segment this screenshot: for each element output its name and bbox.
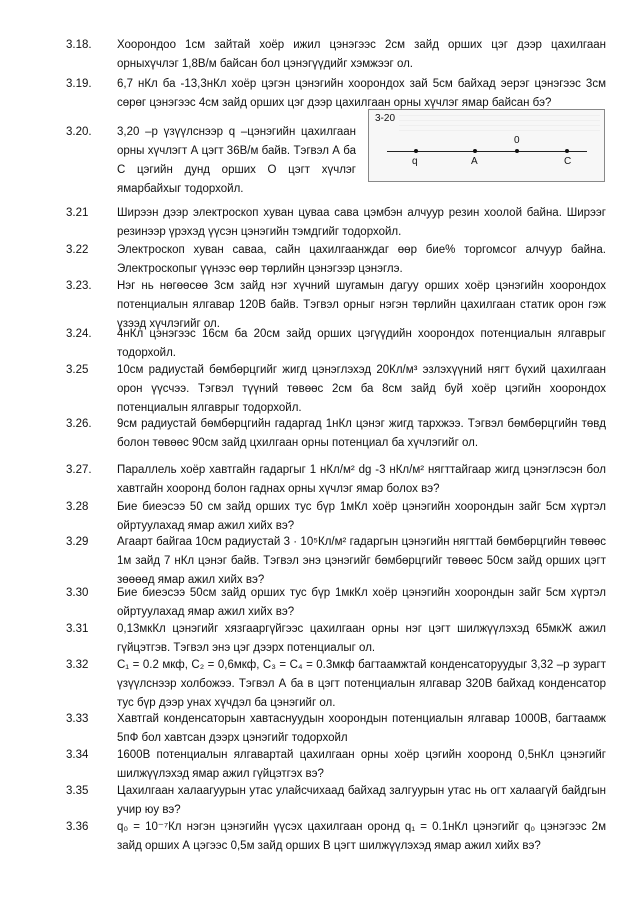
problem-number: 3.27. — [66, 464, 92, 476]
problem-text: q₀ = 10⁻⁷Кл нэгэн цэнэгийн үүсэх цахилгаан оронд q₁ = 0.1нКл цэнэгийг q₀ цэнэгээс 2м зайд орших А цэгээс 0,5м зайд орших В цэгт шилжүүлэхэд ямар ажил хийх вэ? — [117, 821, 606, 852]
problem-text: C₁ = 0.2 мкф, C₂ = 0,6мкф, C₃ = C₄ = 0.3мкф багтаамжтай конденсаторуудыг 3,32 –р зурагт үзүүлснээр холбожээ. Тэгвэл А ба в цэгт потенциалын ялгавар 320В байхад конденсатор тус бүр дээр унах хүчдэл ба цэнэгийг ол. — [117, 659, 606, 709]
point-o — [515, 149, 519, 153]
label-o: 0 — [514, 135, 520, 146]
problem-text: Бие биеэсээ 50см зайд орших тус бүр 1мкКл хоёр цэнэгийн хоорондын зайг 5см хүртэл ойртуулахад ямар ажил хийх вэ? — [117, 587, 606, 618]
problem-3-26 — [66, 415, 606, 453]
label-a: A — [471, 156, 478, 167]
problem-text: Агаарт байгаа 10см радиустай 3 · 10⁵Кл/м² гадаргын цэнэгийн нягттай бөмбөрцгийн төвөөс 1м зайд 7 нКл цэнэг байв. Тэгвэл энэ цэнэгийг бөмбөрцгийг төвөөс 50см зайд орших цэгт зөөөөд ямар ажил хийх вэ? — [117, 536, 606, 586]
problem-number: 3.22 — [66, 244, 89, 256]
problem-number: 3.28 — [66, 501, 89, 513]
problem-text: Ширээн дээр электроскоп хуван цуваа сава цэмбэн алчуур резин хоолой байна. Ширээг резинээр үрэхэд үүсэн цэнэгийн тэмдгийг тодорхойл. — [117, 207, 606, 238]
label-c: C — [564, 156, 572, 167]
problem-number: 3.20. — [66, 126, 92, 138]
label-q: q — [412, 156, 418, 167]
problem-number: 3.31 — [66, 623, 89, 635]
problem-text: 6,7 нКл ба -13,3нКл хоёр цэгэн цэнэгийн хоорондох зай 5см байхад эерэг цэнэгээс 3см сөрөг цэнэгээс 4см зайд орших цэг дээр цахилгаан орны хүчлэг ямар байсан бэ? — [117, 78, 606, 109]
problem-3-32 — [66, 656, 606, 713]
problem-text: Бие биеэсээ 50 см зайд орших тус бүр 1мКл хоёр цэнэгийн хоорондын зайг 5см хүртэл ойртуулахад ямар ажил хийх вэ? — [117, 501, 606, 532]
problem-text: Цахилгаан халаагуурын утас улайсчихаад байхад залгуурын утас нь огт халаагүй байдгын учир юу вэ? — [117, 785, 606, 816]
figure-3-20 — [368, 109, 605, 182]
problem-number: 3.23. — [66, 280, 92, 292]
problem-number: 3.19. — [66, 78, 92, 90]
faint-background-text — [399, 112, 600, 131]
problem-3-25 — [66, 361, 606, 418]
problem-text: 9см радиустай бөмбөрцгийн гадаргад 1нКл цэнэг жигд тархжээ. Тэгвэл бөмбөрцгийн төвд болон төвөөс 90см зайд цхилгаан орны потенциал ба хүчлэгийг ол. — [117, 418, 606, 449]
problem-3-20 — [66, 123, 356, 199]
problem-number: 3.21 — [66, 207, 89, 219]
problem-number: 3.29 — [66, 536, 89, 548]
problem-text: 4нКл цэнэгээс 16см ба 20см зайд орших цэгүүдийн хоорондох потенциалын ялгаврыг тодорхойл. — [117, 328, 606, 359]
problem-3-34 — [66, 746, 606, 784]
problem-number: 3.33 — [66, 713, 89, 725]
problem-3-30 — [66, 584, 606, 622]
problem-number: 3.32 — [66, 659, 89, 671]
problem-text: 0,13мкКл цэнэгийг хязгааргүйгээс цахилгаан орны нэг цэгт шилжүүлэхэд 65мкЖ ажил гүйцэтгэв. Тэгвэл энэ цэг дээрх потенциалыг ол. — [117, 623, 606, 654]
problem-3-27 — [66, 461, 606, 499]
problem-3-36 — [66, 818, 606, 856]
problem-3-24 — [66, 325, 606, 363]
problem-number: 3.24. — [66, 328, 92, 340]
problem-3-31 — [66, 620, 606, 658]
problem-number: 3.36 — [66, 821, 89, 833]
problem-3-22 — [66, 241, 606, 279]
problem-3-18 — [66, 36, 606, 74]
problem-text: Параллель хоёр хавтгайн гадаргыг 1 нКл/м² dg -3 нКл/м² нягттайгаар жигд цэнэглэсэн бол хавтгайн хооронд болон гаднах орны хүчлэг ямар болох вэ? — [117, 464, 606, 495]
problem-number: 3.34 — [66, 749, 89, 761]
problem-3-19 — [66, 75, 606, 113]
problem-text: 1600В потенциалын ялгавартай цахилгаан орны хоёр цэгийн хооронд 0,5нКл цэнэгийг шилжүүлэхэд ямар ажил гүйцэтгэх вэ? — [117, 749, 606, 780]
problem-text: Электроскоп хуван саваа, сайн цахилгаанждаг өөр бие% торгомсог алчуур байна. Электроскопыг үүнээс өөр төрлийн цэнэгээр цэнэглэ. — [117, 244, 606, 275]
problem-number: 3.18. — [66, 39, 92, 51]
problem-text: 10см радиустай бөмбөрцгийг жигд цэнэглэхэд 20Кл/м³ эзлэхүүний нягт бүхий цахилгаан орон үүсчээ. Тэгвэл түүний төвөөс 2см ба 8см зайд буй хоёр цэгийн хоорондох потенциалын ялгаврыг тодорхойл. — [117, 364, 606, 414]
problem-text: Нэг нь нөгөөсөө 3см зайд нэг хүчний шугамын дагуу орших хоёр цэнэгийн хоорондох потенциалын ялгавар 120В байв. Тэгвэл орныг нэгэн төрлийн цахилгаан статик орон гэж үзээд хүчлэгийг ол. — [117, 280, 606, 330]
problem-3-29 — [66, 533, 606, 590]
problem-3-33 — [66, 710, 606, 748]
point-a — [473, 149, 477, 153]
figure-title: 3-20 — [375, 113, 396, 124]
problem-3-35 — [66, 782, 606, 820]
point-q — [414, 149, 418, 153]
problem-text: Хавтгай конденсаторын хавтаснуудын хоорондын потенциалын ялгавар 1000В, багтаамж 5пФ бол хавтсан дээрх цэнэгийг тодорхойл — [117, 713, 606, 744]
point-c — [565, 149, 569, 153]
problem-text: Хоорондоо 1см зайтай хоёр ижил цэнэгээс 2см зайд орших цэг дээр цахилгаан орныхүчлэг 1,8В/м байсан бол цэнэгүүдийг хэмжээг ол. — [117, 39, 606, 70]
problem-number: 3.26. — [66, 418, 92, 430]
problem-text: 3,20 –р үзүүлснээр q –цэнэгийн цахилгаан орны хүчлэгт А цэгт 36В/м байв. Тэгвэл А ба С цэгийн дунд орших О цэгт хүчлэг ямарбайхыг тодорхойл. — [117, 126, 356, 195]
problem-3-28 — [66, 498, 606, 536]
problem-3-21 — [66, 204, 606, 242]
problem-number: 3.35 — [66, 785, 89, 797]
problem-number: 3.30 — [66, 587, 89, 599]
problem-number: 3.25 — [66, 364, 89, 376]
